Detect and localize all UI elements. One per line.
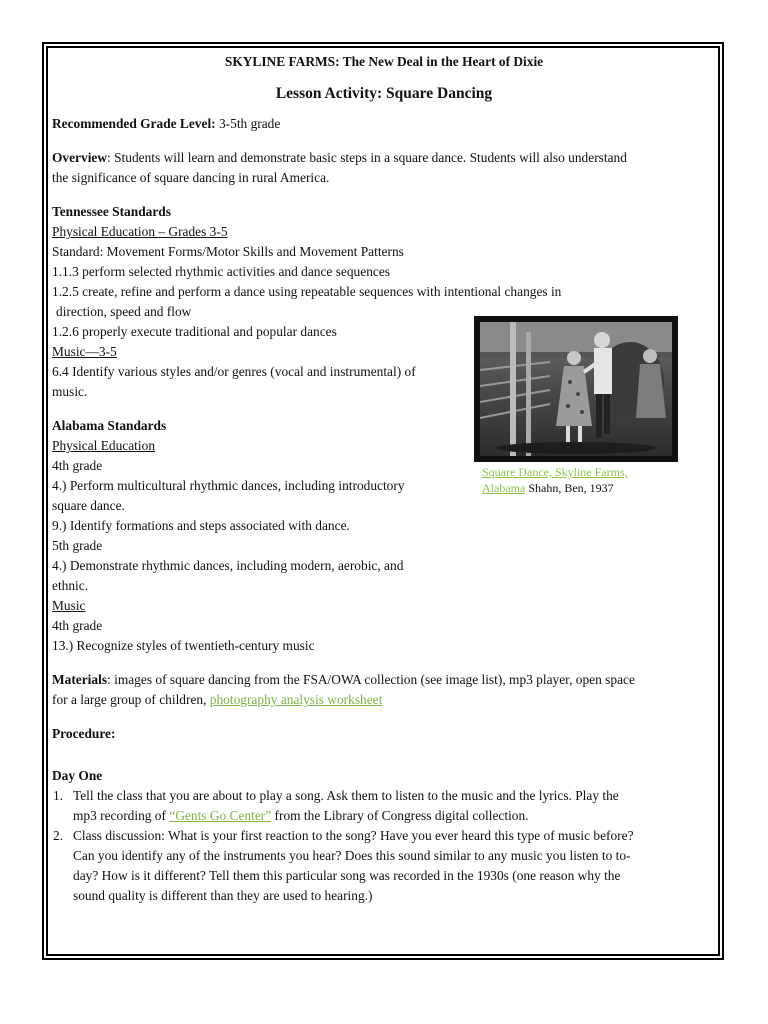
document-title: SKYLINE FARMS: The New Deal in the Heart of Dixie <box>224 54 544 69</box>
al-grade-4: 4th grade <box>52 458 103 473</box>
day-one-heading: Day One <box>52 768 103 783</box>
gents-go-center-link[interactable]: “Gents Go Center” <box>169 808 272 823</box>
alabama-heading: Alabama Standards <box>52 418 167 433</box>
tn-pe-title: Physical Education – Grades 3-5 <box>52 224 228 239</box>
al-4-demonstrate-cont: ethnic. <box>52 578 89 593</box>
al-4-perform: 4.) Perform multicultural rhythmic dances, including introductory <box>52 478 405 493</box>
photo-caption <box>482 464 672 496</box>
tn-6-4-cont: music. <box>52 384 88 399</box>
square-dance-photo-link-2[interactable]: Alabama <box>482 481 526 495</box>
list-item: 2. Class discussion: What is your first reaction to the song? Have you ever heard this type of music before? Can you identify any of the instruments you hear? Does this sound similar to any music you listen to to- day? How is it different? Tell them this particular song was recorded in the 1930s (one reason why the sound quality is different than they are used to hearing.) <box>53 828 634 903</box>
al-grade-5: 5th grade <box>52 538 103 553</box>
al-13-recognize: 13.) Recognize styles of twentieth-century music <box>52 638 315 653</box>
tennessee-heading: Tennessee Standards <box>52 204 171 219</box>
tn-standard: Standard: Movement Forms/Motor Skills and Movement Patterns <box>52 244 404 259</box>
tn-1-2-5-cont: direction, speed and flow <box>56 304 192 319</box>
procedure-heading: Procedure: <box>52 726 116 741</box>
grade-level: Recommended Grade Level: 3-5th grade <box>52 116 281 131</box>
dance-photo-image <box>480 322 672 456</box>
list-item: 1. Tell the class that you are about to play a song. Ask them to listen to the music and the lyrics. Play the mp3 recording of “Gents Go Center” from the Library of Congress digital collection. <box>53 788 619 823</box>
tn-6-4: 6.4 Identify various styles and/or genres (vocal and instrumental) of <box>52 364 416 379</box>
tn-1-1-3: 1.1.3 perform selected rhythmic activities and dance sequences <box>52 264 390 279</box>
materials-line-2: for a large group of children, photography analysis worksheet <box>52 692 383 707</box>
lesson-title: Lesson Activity: Square Dancing <box>275 85 493 102</box>
al-pe-title: Physical Education <box>52 438 156 453</box>
photography-worksheet-link[interactable]: photography analysis worksheet <box>209 692 383 707</box>
square-dance-photo-link[interactable]: Square Dance, Skyline Farms, <box>482 465 628 479</box>
tn-music-title: Music—3-5 <box>52 344 117 359</box>
tn-1-2-6: 1.2.6 properly execute traditional and popular dances <box>52 324 337 339</box>
al-music-grade-4: 4th grade <box>52 618 103 633</box>
materials-paragraph: Materials: images of square dancing from the FSA/OWA collection (see image list), mp3 player, open space <box>52 672 635 687</box>
al-9-identify: 9.) Identify formations and steps associated with dance. <box>52 518 350 533</box>
photo-credit: Shahn, Ben, 1937 <box>525 481 614 495</box>
overview-paragraph: Overview: Students will learn and demonstrate basic steps in a square dance. Students will also understand <box>52 150 627 165</box>
al-music-title: Music <box>52 598 86 613</box>
overview-line-2: the significance of square dancing in rural America. <box>52 170 330 185</box>
al-4-perform-cont: square dance. <box>52 498 125 513</box>
day-one-steps <box>52 786 716 906</box>
square-dance-photo <box>474 316 678 462</box>
tn-1-2-5: 1.2.5 create, refine and perform a dance using repeatable sequences with intentional changes in <box>52 284 562 299</box>
al-4-demonstrate: 4.) Demonstrate rhythmic dances, including modern, aerobic, and <box>52 558 404 573</box>
